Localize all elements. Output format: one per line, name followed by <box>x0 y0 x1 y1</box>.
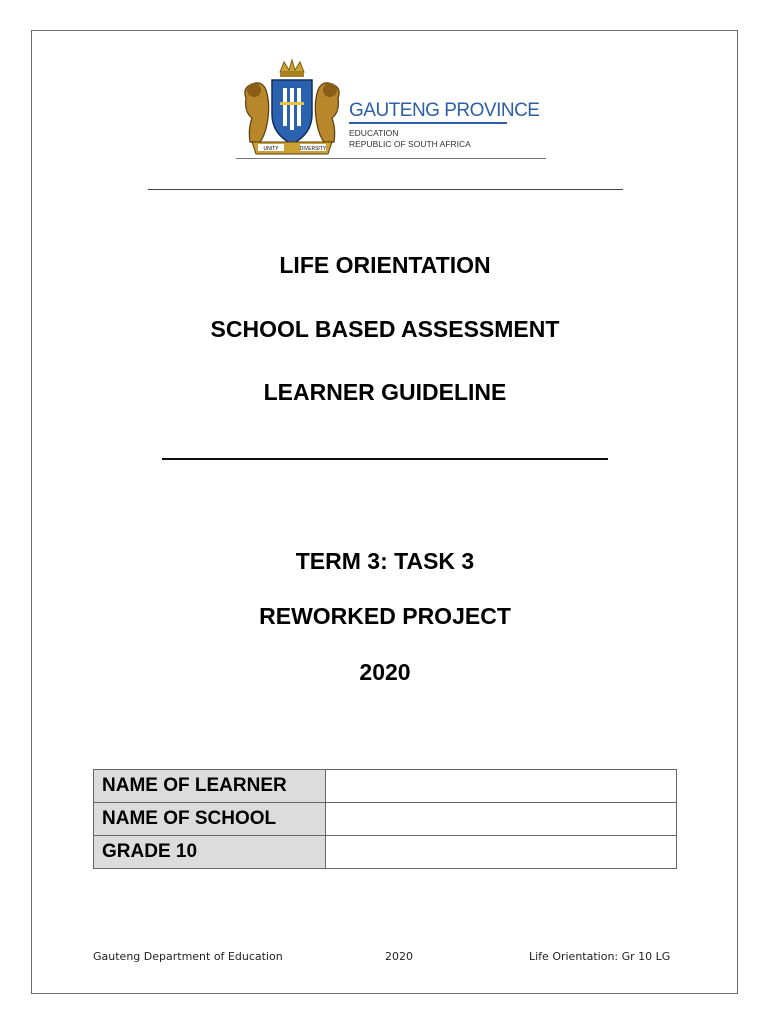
task-term: TERM 3: TASK 3 <box>295 548 475 574</box>
school-name-field[interactable] <box>326 803 677 836</box>
learner-name-field[interactable] <box>326 770 677 803</box>
task-year: 2020 <box>359 659 411 685</box>
school-name-label: NAME OF SCHOOL <box>94 803 326 836</box>
logo-title: GAUTENG PROVINCE <box>349 100 540 121</box>
document-type: LEARNER GUIDELINE <box>263 379 507 405</box>
table-row <box>94 803 677 836</box>
gauteng-logo <box>236 58 546 162</box>
logo-underline <box>236 158 546 159</box>
logo-subtitle-education: EDUCATION <box>349 128 399 138</box>
learner-name-label: NAME OF LEARNER <box>94 770 326 803</box>
grade-label: GRADE 10 <box>94 836 326 869</box>
title-separator-rule <box>162 458 608 460</box>
document-assessment-type: SCHOOL BASED ASSESSMENT <box>210 316 560 342</box>
footer-subject-grade: Life Orientation: Gr 10 LG <box>529 950 671 963</box>
document-subject: LIFE ORIENTATION <box>279 252 491 278</box>
footer-department: Gauteng Department of Education <box>93 950 283 963</box>
header-rule <box>148 189 623 190</box>
gauteng-coat-of-arms-icon <box>236 58 348 158</box>
grade-field[interactable] <box>326 836 677 869</box>
logo-text <box>349 100 549 150</box>
motto-right: DIVERSITY <box>299 146 327 152</box>
learner-info-table <box>93 769 677 869</box>
table-row <box>94 770 677 803</box>
motto-left: UNITY <box>263 146 279 152</box>
logo-subtitle-republic: REPUBLIC OF SOUTH AFRICA <box>349 139 471 149</box>
footer-year: 2020 <box>385 950 413 963</box>
task-name: REWORKED PROJECT <box>259 603 511 629</box>
table-row <box>94 836 677 869</box>
